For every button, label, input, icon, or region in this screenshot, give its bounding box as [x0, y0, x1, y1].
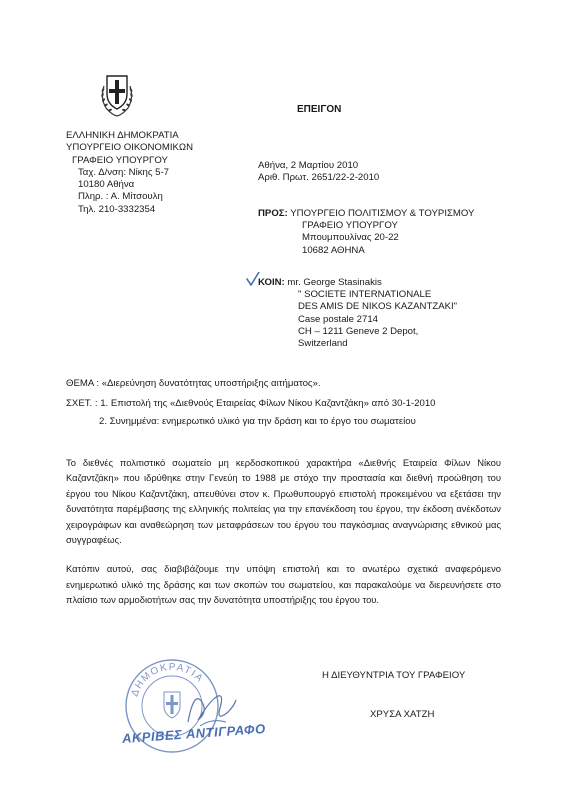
cc-block — [258, 277, 457, 350]
urgent-label: ΕΠΕΙΓΟΝ — [297, 104, 342, 115]
letter-body — [66, 455, 501, 622]
body-paragraph-2: Κατόπιν αυτού, σας διαβιβάζουμε την υπόψη επιστολή και το ανωτέρω σχετικά αναφερόμενο ενημερωτικό υλικό της δράσης και των σκοπών του σωματείου, και παρακαλούμε να διερευνήσετε στο πλαίσιο των αρμοδιοτήτων σας την δυνατότητα υποστήριξης του έργου του. — [66, 563, 501, 606]
sender-postcode: 10180 Αθήνα — [78, 179, 135, 191]
recipient-block — [258, 208, 474, 257]
cc-label: ΚΟΙΝ: — [258, 277, 285, 288]
references-block — [66, 398, 436, 434]
reference-item-2: 2. Συνημμένα: ενημερωτικό υλικό για την δράση και το έργο του σωματείου — [99, 416, 416, 427]
signature-title: Η ΔΙΕΥΘΥΝΤΡΙΑ ΤΟΥ ΓΡΑΦΕΙΟΥ — [322, 670, 466, 681]
signature-name: ΧΡΥΣΑ ΧΑΤΖΗ — [370, 709, 435, 720]
cc-name: mr. George Stasinakis — [287, 277, 382, 288]
subject-line: ΘΕΜΑ : «Διερεύνηση δυνατότητας υποστήριξης αιτήματος». — [66, 378, 321, 389]
recipient-office: ΓΡΑΦΕΙΟ ΥΠΟΥΡΓΟΥ — [302, 220, 398, 232]
date-block — [258, 160, 379, 184]
letter-date: Αθήνα, 2 Μαρτίου 2010 — [258, 160, 359, 171]
greek-coat-of-arms-icon — [98, 72, 136, 118]
sender-ministry: ΥΠΟΥΡΓΕΙΟ ΟΙΚΟΝΟΜΙΚΩΝ — [66, 142, 193, 154]
references-label: ΣΧΕΤ. : — [66, 398, 98, 409]
recipient-postcode: 10682 ΑΘΗΝΑ — [302, 244, 365, 256]
protocol-number: Αριθ. Πρωτ. 2651/22-2-2010 — [258, 172, 380, 183]
cc-country: Switzerland — [298, 337, 348, 349]
recipient-address: Μπουμπουλίνας 20-22 — [302, 232, 399, 244]
reference-item-1: 1. Επιστολή της «Διεθνούς Εταιρείας Φίλων Νίκου Καζαντζάκη» από 30-1-2010 — [100, 398, 436, 409]
recipient-name: ΥΠΟΥΡΓΕΙΟ ΠΟΛΙΤΙΣΜΟΥ & ΤΟΥΡΙΣΜΟΥ — [290, 208, 475, 219]
sender-country: ΕΛΛΗΝΙΚΗ ΔΗΜΟΚΡΑΤΙΑ — [66, 130, 179, 141]
sender-address: Ταχ. Δ/νση: Νίκης 5-7 — [78, 166, 169, 178]
cc-org-line2: DES AMIS DE NIKOS KAZANTZAKI" — [298, 301, 458, 313]
sender-phone: Τηλ. 210-3332354 — [78, 203, 156, 215]
certified-copy-stamp: ΑΚΡΙΒΕΣ ΑΝΤΙΓΡΑΦΟ — [121, 721, 267, 747]
seal-text: ΔΗΜΟΚΡΑΤΙΑ — [129, 661, 206, 699]
sender-contact: Πληρ. : Α. Μίτσουλη — [78, 191, 163, 203]
recipient-label: ΠΡΟΣ: — [258, 208, 288, 219]
cc-city: CH – 1211 Geneve 2 Depot, — [298, 325, 419, 337]
sender-block — [66, 130, 193, 216]
cc-postbox: Case postale 2714 — [298, 313, 379, 325]
sender-office: ΓΡΑΦΕΙΟ ΥΠΟΥΡΓΟΥ — [72, 154, 168, 166]
cc-org-line1: " SOCIETE INTERNATIONALE — [298, 289, 432, 301]
body-paragraph-1: Το διεθνές πολιτιστικό σωματείο μη κερδοσκοπικού χαρακτήρα «Διεθνής Εταιρεία Φίλων Νίκου Καζαντζάκη» που ιδρύθηκε στην Γενεύη το 1988 με στόχο την προστασία και διεθνή προώθηση του έργου του Νίκου Καζαντζάκη, απευθύνει στον κ. Πρωθυπουργό επιστολή προκειμένου να εξετάσει την δυνατότητα παρέμβασης της ελληνικής πολιτείας για την επανέκδοση του έργου, την έκδοση ανέκδοτων χειρογράφων και αναθεώρηση των μεταφράσεων του έργου του παγκόσμιας αναγνώρισης εθνικού μας συγγραφέως. — [66, 457, 501, 546]
